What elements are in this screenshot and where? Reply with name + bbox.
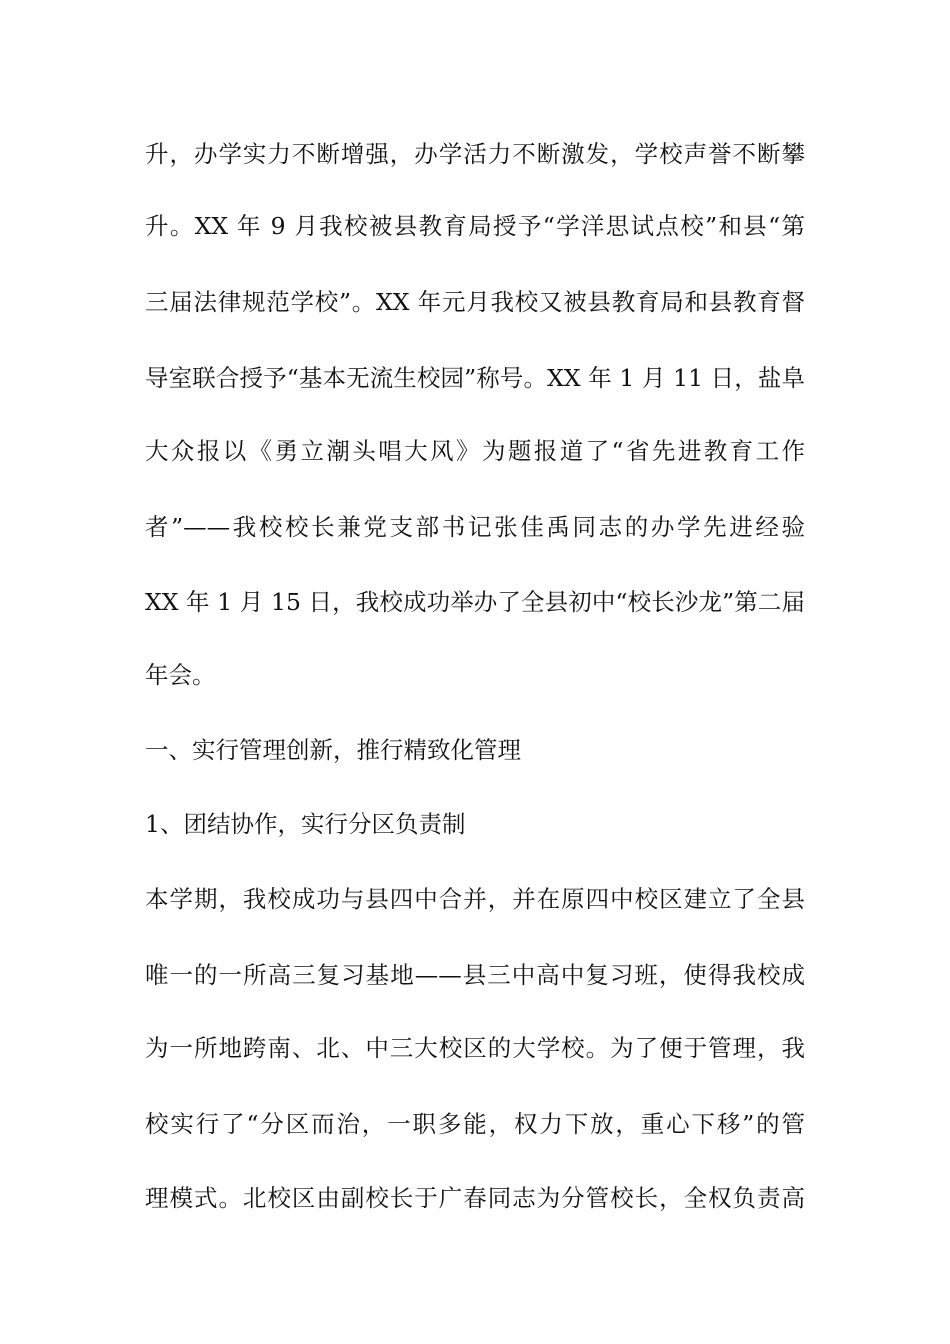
text-line: 年会。 (145, 661, 216, 689)
text-line: 升，办学实力不断增强，办学活力不断激发，学校声誉不断攀 (145, 140, 805, 168)
text-line: XX 年 1 月 15 日，我校成功举办了全县初中“校长沙龙”第二届 (145, 588, 805, 616)
text-line: 校实行了“分区而治，一职多能，权力下放，重心下移”的管 (145, 1110, 805, 1138)
text-line: 三届法律规范学校”。XX 年元月我校又被县教育局和县教育督 (145, 288, 805, 316)
text-line: 本学期，我校成功与县四中合并，并在原四中校区建立了全县 (145, 885, 805, 913)
text-line: 唯一的一所高三复习基地——县三中高中复习班，使得我校成 (145, 961, 805, 989)
text-line: 大众报以《勇立潮头唱大风》为题报道了“省先进教育工作 (145, 437, 805, 465)
text-line: 理模式。北校区由副校长于广春同志为分管校长，全权负责高 (145, 1184, 805, 1212)
text-line: 导室联合授予“基本无流生校园”称号。XX 年 1 月 11 日，盐阜 (145, 364, 805, 392)
text-line: 升。XX 年 9 月我校被县教育局授予“学洋思试点校”和县“第 (145, 212, 805, 240)
text-line: 为一所地跨南、北、中三大校区的大学校。为了便于管理，我 (145, 1034, 805, 1062)
text-line: 者”——我校校长兼党支部书记张佳禹同志的办学先进经验 (145, 513, 805, 541)
subsection-heading: 1、团结协作，实行分区负责制 (145, 810, 466, 838)
section-heading: 一、实行管理创新，推行精致化管理 (145, 736, 521, 764)
